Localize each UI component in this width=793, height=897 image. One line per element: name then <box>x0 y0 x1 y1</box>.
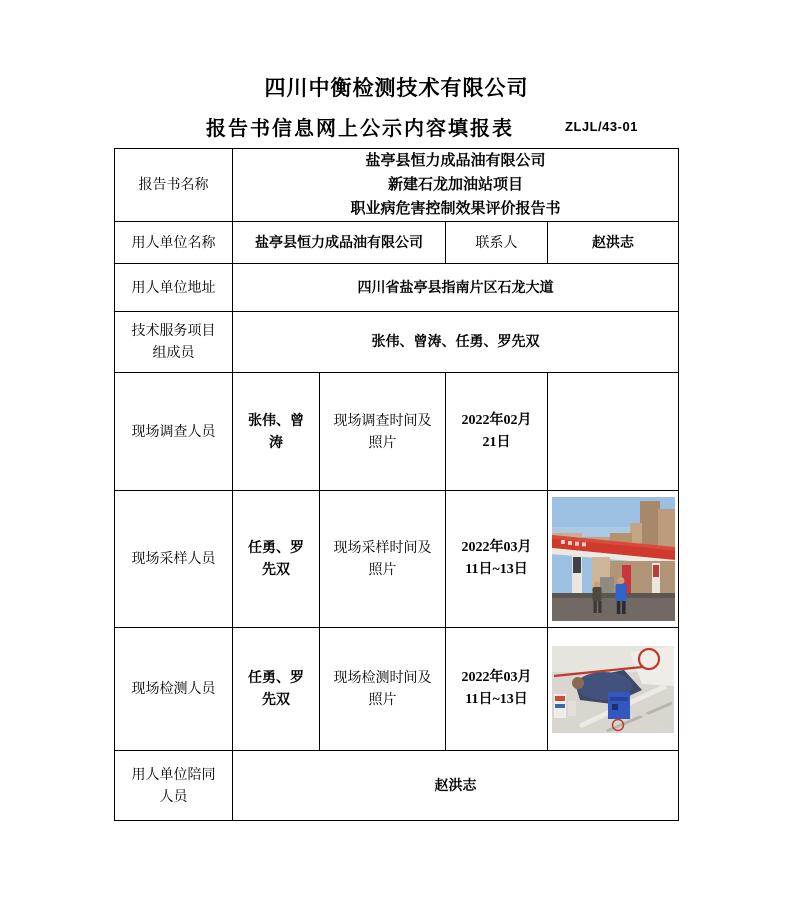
survey-photo-cell-empty <box>548 373 679 491</box>
escort-label: 用人单位陪同人员 <box>115 751 233 821</box>
sampling-date-value <box>446 491 548 628</box>
escort-value: 赵洪志 <box>233 751 679 821</box>
report-name-line-3: 职业病危害控制效果评价报告书 <box>350 200 561 217</box>
table-row-site-sampling <box>115 491 679 628</box>
contact-name-value: 赵洪志 <box>548 222 679 264</box>
table-row-report-name <box>115 149 679 222</box>
table-row-site-survey <box>115 373 679 491</box>
report-name-line-2: 新建石龙加油站项目 <box>388 176 524 193</box>
survey-personnel-label: 现场调查人员 <box>115 373 233 491</box>
testing-date-value <box>446 628 548 751</box>
report-name-value <box>233 149 679 222</box>
table-row-escort <box>115 751 679 821</box>
team-members-label: 技术服务项目组成员 <box>115 312 233 373</box>
sampling-time-label: 现场采样时间及照片 <box>320 491 446 628</box>
company-title: 四川中衡检测技术有限公司 <box>264 77 529 100</box>
sampling-date-line-1: 2022年03月 <box>461 540 532 556</box>
report-name-line-1: 盐亭县恒力成品油有限公司 <box>365 152 546 169</box>
contact-label: 联系人 <box>446 222 548 264</box>
gas-station-site-photo <box>552 497 675 621</box>
testing-date-line-2: 11日~13日 <box>465 692 528 707</box>
testing-time-label: 现场检测时间及照片 <box>320 628 446 751</box>
survey-date-line-2: 21日 <box>482 434 511 450</box>
testing-personnel-label: 现场检测人员 <box>115 628 233 751</box>
table-row-site-testing <box>115 628 679 751</box>
testing-date-line-1: 2022年03月 <box>461 670 532 686</box>
form-code: ZLJL/43-01 <box>565 119 638 134</box>
sampling-personnel-label: 现场采样人员 <box>115 491 233 628</box>
table-row-employer-name <box>115 222 679 264</box>
sampling-date-line-2: 11日~13日 <box>465 562 528 577</box>
table-row-team-members <box>115 312 679 373</box>
report-info-table <box>114 148 679 821</box>
equipment-testing-photo <box>552 646 674 733</box>
testing-photo-cell <box>548 628 679 751</box>
employer-name-label: 用人单位名称 <box>115 222 233 264</box>
team-members-value: 张伟、曾涛、任勇、罗先双 <box>233 312 679 373</box>
report-name-label: 报告书名称 <box>115 149 233 222</box>
employer-address-value: 四川省盐亭县指南片区石龙大道 <box>233 264 679 312</box>
survey-time-label: 现场调查时间及照片 <box>320 373 446 491</box>
form-title: 报告书信息网上公示内容填报表 <box>206 118 514 140</box>
sampling-photo-cell <box>548 491 679 628</box>
testing-personnel-value: 任勇、罗先双 <box>233 628 320 751</box>
sampling-personnel-value: 任勇、罗先双 <box>233 491 320 628</box>
survey-date-value <box>446 373 548 491</box>
survey-date-line-1: 2022年02月 <box>461 412 532 428</box>
employer-address-label: 用人单位地址 <box>115 264 233 312</box>
survey-personnel-value: 张伟、曾涛 <box>233 373 320 491</box>
table-row-employer-address <box>115 264 679 312</box>
employer-name-value: 盐亭县恒力成品油有限公司 <box>233 222 446 264</box>
